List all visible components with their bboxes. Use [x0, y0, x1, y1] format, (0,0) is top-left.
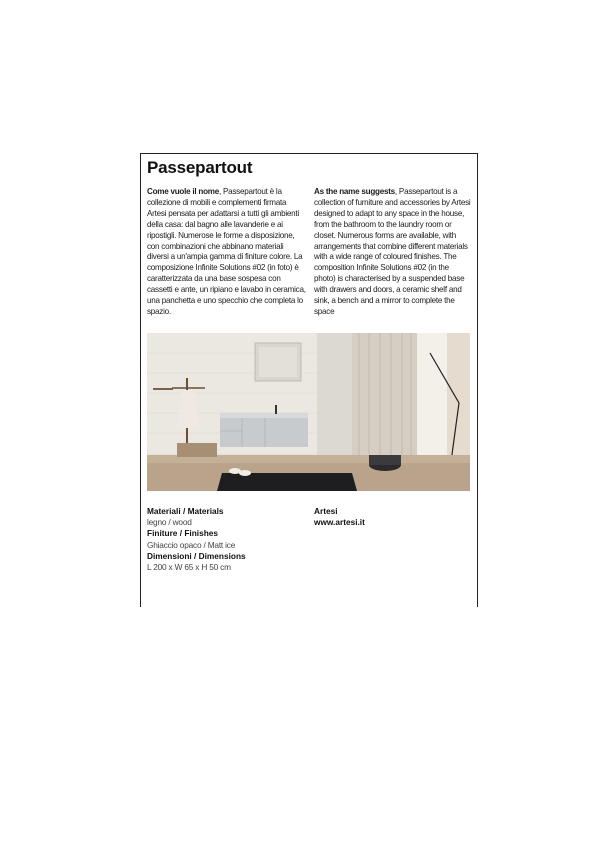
- specifications: [147, 506, 246, 573]
- frame-right-rule: [477, 153, 478, 607]
- english-body: , Passepartout is a collection of furniture and accessories by Artesi designed to adapt to any space in the house, from the bathroom to the laundry room or closet. Numerous forms are available, with arrangements that combine different materials with a wide range of coloured finishes. The composition Infinite Solutions #02 (in the photo) is characterised by a suspended base with drawers and doors, a ceramic shelf and sink, a bench and a mirror to complete the space: [314, 187, 471, 316]
- materials-label: Materiali / Materials: [147, 506, 224, 516]
- italian-lead: Come vuole il nome: [147, 187, 219, 196]
- contact-info: [314, 506, 365, 528]
- article-title: Passepartout: [147, 158, 253, 177]
- materials-value: legno / wood: [147, 517, 192, 528]
- brand-name: Artesi: [314, 506, 338, 516]
- dimensions-label: Dimensioni / Dimensions: [147, 550, 246, 561]
- frame-left-rule: [140, 153, 141, 607]
- frame-top-rule: [140, 153, 478, 154]
- product-photo: [147, 333, 470, 491]
- website-link[interactable]: www.artesi.it: [314, 517, 365, 528]
- finishes-value: Ghiaccio opaco / Matt ice: [147, 539, 236, 550]
- finishes-label: Finiture / Finishes: [147, 528, 218, 539]
- italian-text-column: [147, 187, 307, 318]
- english-text-column: [314, 187, 472, 318]
- dimensions-value: L 200 x W 65 x H 50 cm: [147, 562, 231, 573]
- italian-body: , Passepartout è la collezione di mobili e complementi firmata Artesi pensata per adattarsi a tutti gli ambienti della casa: dal bagno alle lavanderie e ai ripostigli. Numerose le forme a disposizione, con combinazioni che abbinano materiali diversi a un'ampia gamma di finiture colore. La composizione Infinite Solutions #02 (in foto) è caratterizzata da una base sospesa con cassetti e ante, un ripiano e lavabo in ceramica, una panchetta e uno specchio che completa lo spazio.: [147, 187, 306, 316]
- english-lead: As the name suggests: [314, 187, 395, 196]
